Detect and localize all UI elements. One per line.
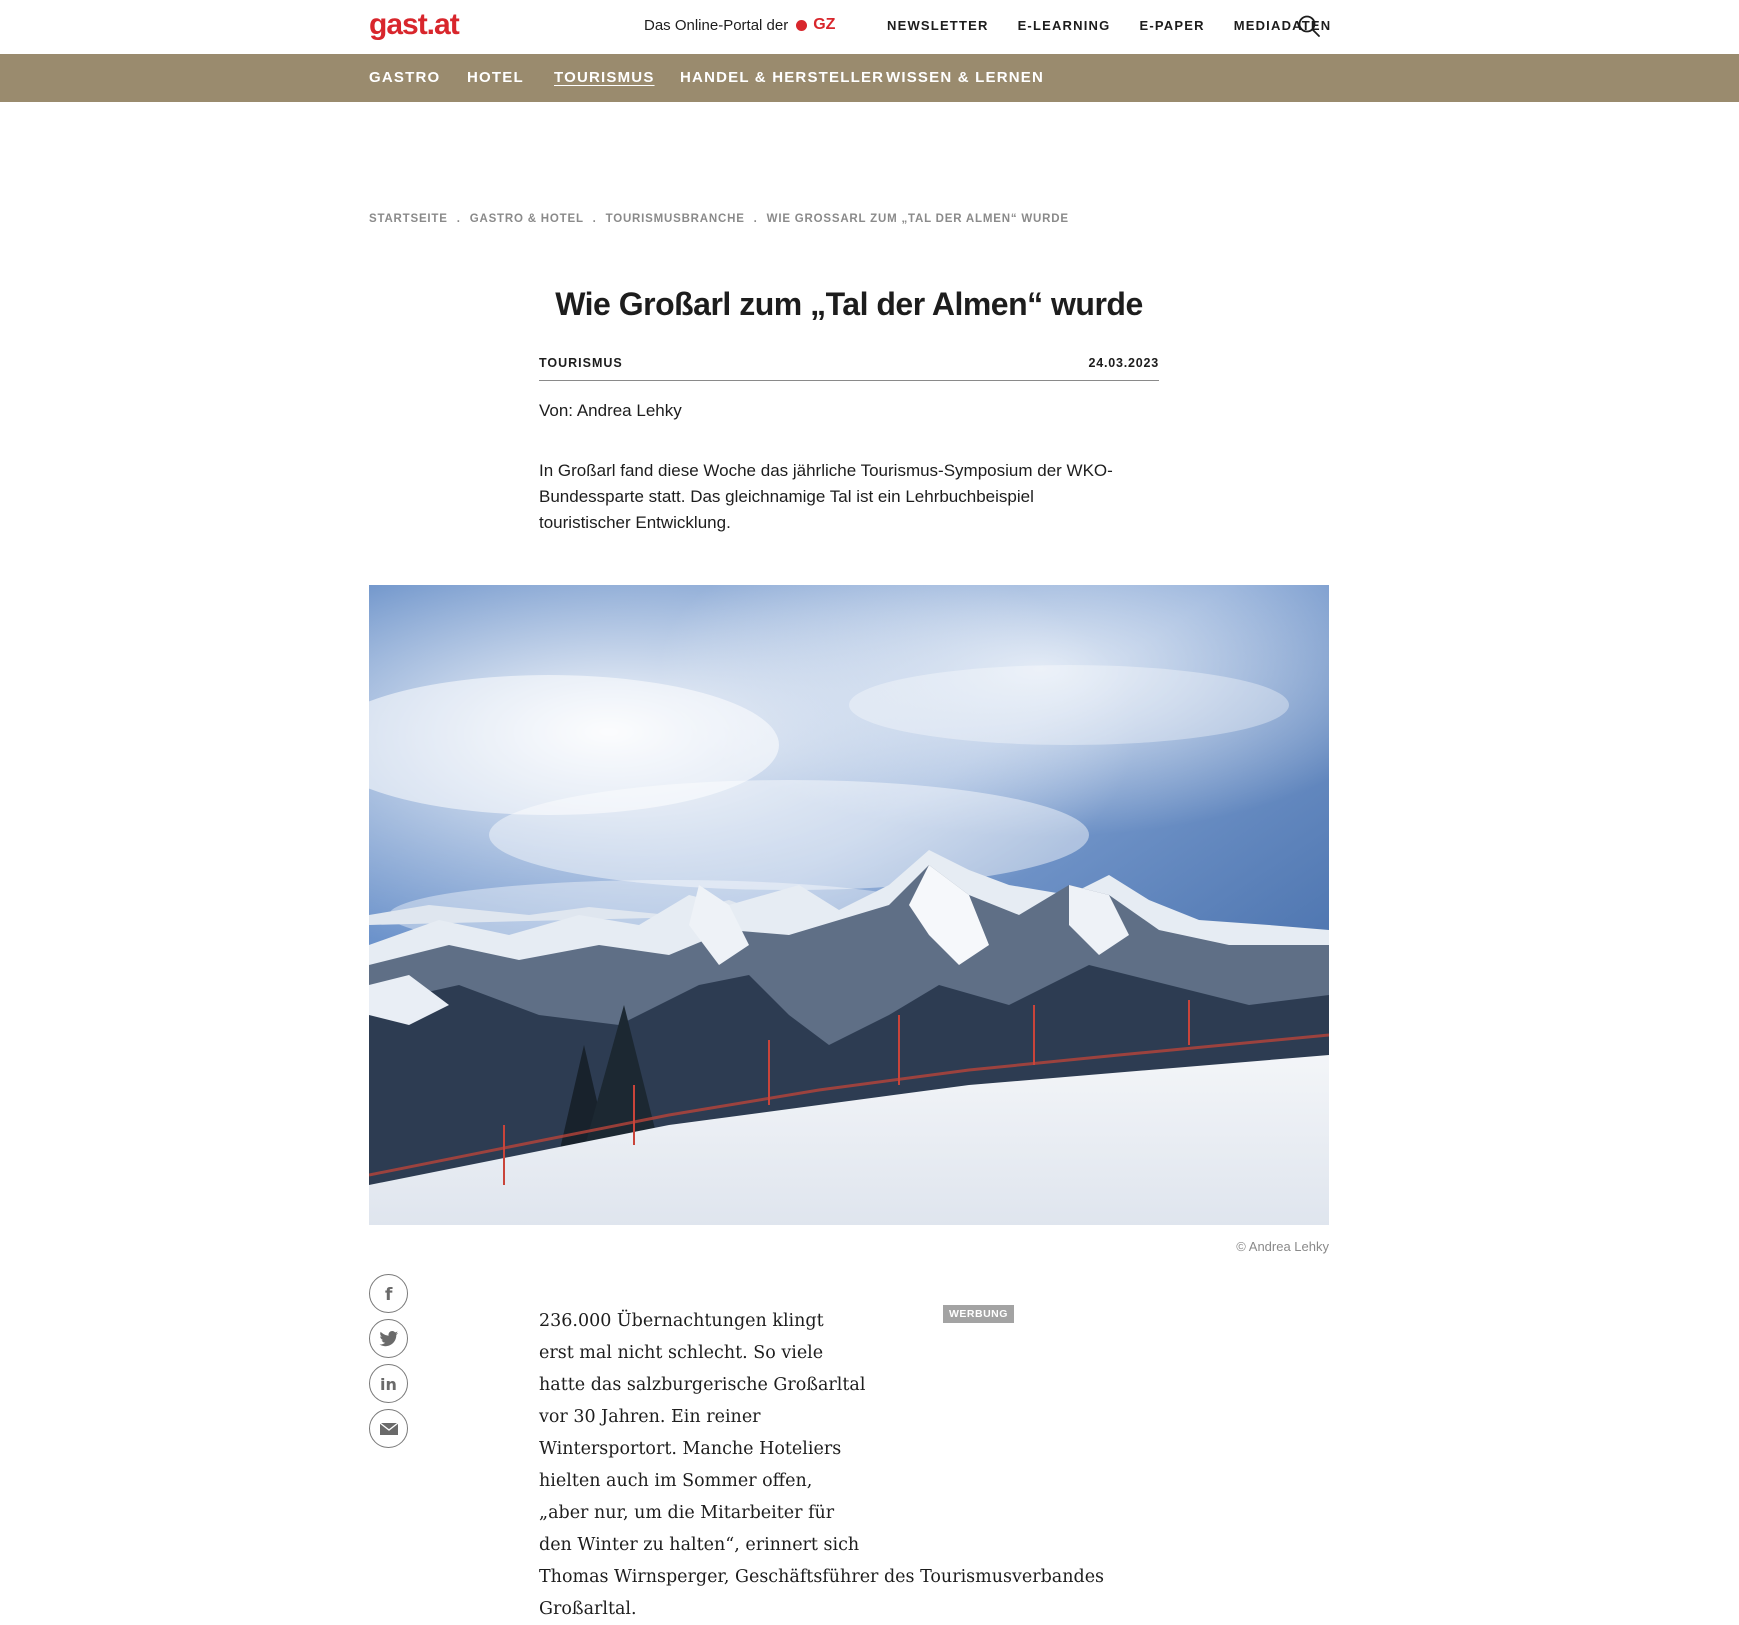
nav-item-hotel[interactable]: HOTEL: [467, 69, 524, 86]
main-nav: [0, 54, 1739, 102]
top-link-e-learning[interactable]: E-LEARNING: [1017, 18, 1111, 33]
ad-label: WERBUNG: [943, 1305, 1014, 1323]
article-body: [539, 1305, 1105, 1625]
breadcrumb: [369, 213, 1069, 225]
portal-tagline: [644, 16, 835, 34]
portal-prefix: Das Online-Portal der: [644, 16, 789, 34]
article-author: Von: Andrea Lehky: [539, 401, 682, 420]
mail-icon[interactable]: [369, 1409, 408, 1448]
top-link-newsletter[interactable]: NEWSLETTER: [887, 18, 989, 33]
twitter-icon[interactable]: [369, 1319, 408, 1358]
breadcrumb-item-tourismusbranche[interactable]: TOURISMUSBRANCHE: [605, 213, 745, 225]
article-lead: In Großarl fand diese Woche das jährliche Tourismus-Symposium der WKO-Bundessparte statt. Das gleichnamige Tal ist ein Lehrbuchbeispiel touristischer Entwicklung.: [539, 461, 1113, 532]
body-line: hielten auch im Sommer offen,: [539, 1471, 813, 1491]
nav-item-wissen-lernen[interactable]: WISSEN & LERNEN: [886, 69, 1045, 86]
body-line: erst mal nicht schlecht. So viele: [539, 1343, 824, 1363]
nav-item-gastro[interactable]: GASTRO: [369, 69, 441, 86]
article-category[interactable]: TOURISMUS: [539, 356, 623, 370]
body-line: den Winter zu halten“, erinnert sich: [539, 1535, 860, 1555]
breadcrumb-separator: .: [592, 213, 597, 225]
breadcrumb-separator: .: [753, 213, 758, 225]
breadcrumb-separator: .: [456, 213, 461, 225]
body-line: „aber nur, um die Mitarbeiter für: [539, 1503, 835, 1523]
breadcrumb-item-gastro-hotel[interactable]: GASTRO & HOTEL: [469, 213, 584, 225]
top-bar: [0, 0, 1739, 54]
article-title: Wie Großarl zum „Tal der Almen“ wurde: [555, 286, 1143, 322]
breadcrumb-item-current: WIE GROSSARL ZUM „TAL DER ALMEN“ WURDE: [766, 213, 1069, 225]
share-bar: [369, 1274, 409, 1454]
gz-dot-icon: [796, 20, 807, 31]
top-link-mediadaten[interactable]: MEDIADATEN: [1233, 18, 1332, 33]
body-line: Thomas Wirnsperger, Geschäftsführer des Tourismusverbandes: [539, 1567, 1105, 1587]
body-line: vor 30 Jahren. Ein reiner: [539, 1407, 761, 1427]
linkedin-icon[interactable]: [369, 1364, 408, 1403]
body-line: 236.000 Übernachtungen klingt: [539, 1311, 824, 1331]
nav-item-tourismus[interactable]: TOURISMUS: [554, 69, 655, 86]
search-icon[interactable]: [1297, 14, 1321, 38]
article-meta: [539, 356, 1159, 381]
svg-text:in: in: [379, 1374, 397, 1393]
image-credit: © Andrea Lehky: [1236, 1239, 1329, 1254]
facebook-icon[interactable]: [369, 1274, 408, 1313]
top-link-e-paper[interactable]: E-PAPER: [1139, 18, 1205, 33]
svg-text:f: f: [384, 1284, 392, 1303]
body-line: Wintersportort. Manche Hoteliers: [539, 1439, 842, 1459]
body-line: hatte das salzburgerische Großarltal: [539, 1375, 866, 1395]
breadcrumb-item-startseite[interactable]: STARTSEITE: [369, 213, 448, 225]
hero-image: [369, 585, 1329, 1225]
portal-brand[interactable]: GZ: [813, 16, 836, 33]
nav-item-handel-hersteller[interactable]: HANDEL & HERSTELLER: [680, 69, 885, 86]
body-line: Großarltal.: [539, 1599, 637, 1619]
article-date: 24.03.2023: [1088, 356, 1159, 370]
top-links: [887, 18, 1360, 33]
site-logo[interactable]: gast.at: [369, 8, 459, 41]
